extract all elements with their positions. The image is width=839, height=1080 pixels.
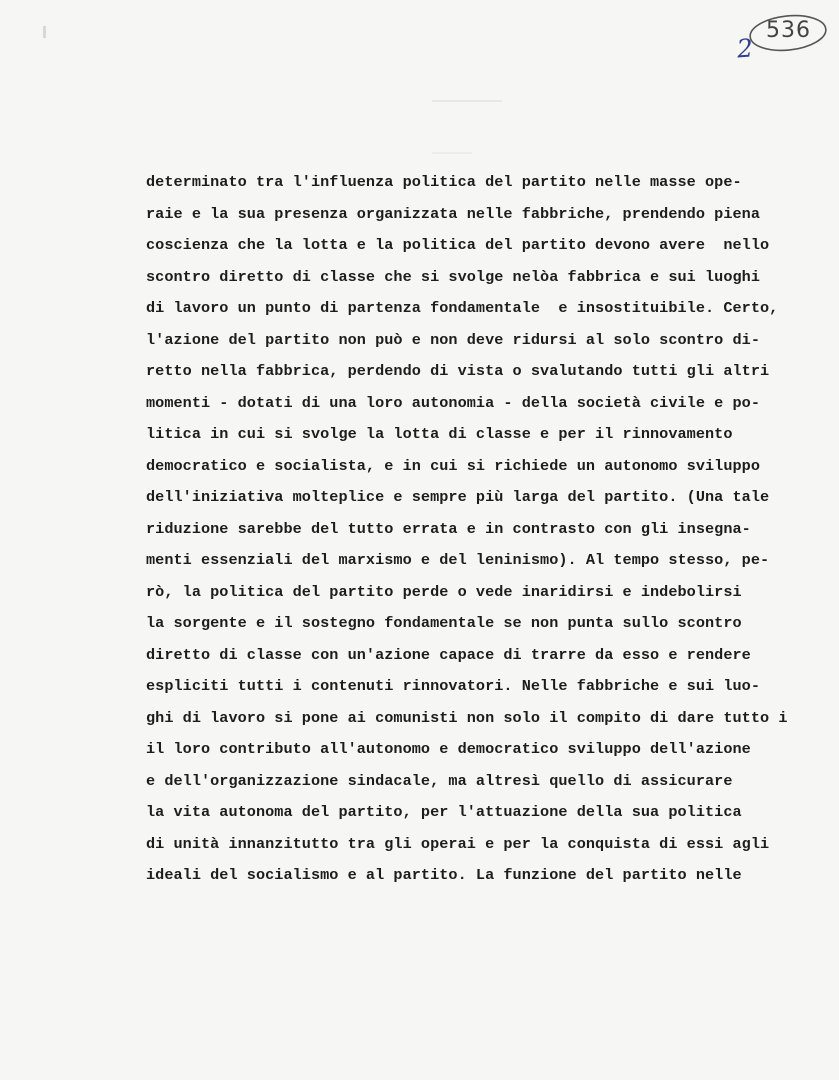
text-line: il loro contributo all'autonomo e democratico sviluppo dell'azione [146,740,751,758]
typewritten-body [146,170,836,895]
text-line: litica in cui si svolge la lotta di classe e per il rinnovamento [146,425,733,443]
text-line: ghi di lavoro si pone ai comunisti non solo il compito di dare tutto i [146,708,788,727]
text-line: l'azione del partito non può e non deve ridursi al solo scontro di- [146,330,760,349]
text-line: scontro diretto di classe che si svolge nelòa fabbrica e sui luoghi [146,267,760,286]
circled-page-number: 536 [766,18,811,43]
text-line: rò, la politica del partito perde o vede inaridirsi e indebolirsi [146,582,742,601]
text-line: di unità innanzitutto tra gli operai e per la conquista di essi agli [146,834,770,853]
text-line: democratico e socialista, e in cui si richiede un autonomo sviluppo [146,456,760,475]
bleed-through-mark [432,100,502,102]
text-line: espliciti tutti i contenuti rinnovatori. Nelle fabbriche e sui luo- [146,677,760,695]
text-line: di lavoro un punto di partenza fondamentale e insostituibile. Certo, [146,299,779,317]
margin-mark [43,26,46,38]
handwritten-page-number: 2 [736,33,754,64]
text-line: menti essenziali del marxismo e del leninismo). Al tempo stesso, pe- [146,551,770,569]
text-line: riduzione sarebbe del tutto errata e in contrasto con gli insegna- [146,519,751,538]
text-line: ideali del socialismo e al partito. La funzione del partito nelle [146,866,742,884]
text-line: momenti - dotati di una loro autonomia - della società civile e po- [146,393,760,412]
text-line: e dell'organizzazione sindacale, ma altresì quello di assicurare [146,771,733,790]
text-line: la sorgente e il sostegno fondamentale se non punta sullo scontro [146,614,742,632]
text-line: dell'iniziativa molteplice e sempre più larga del partito. (Una tale [146,488,770,506]
text-line: determinato tra l'influenza politica del partito nelle masse ope- [146,173,742,191]
text-line: raie e la sua presenza organizzata nelle fabbriche, prendendo piena [146,204,760,223]
bleed-through-mark [432,152,472,154]
text-line: retto nella fabbrica, perdendo di vista o svalutando tutti gli altri [146,362,770,380]
text-line: la vita autonoma del partito, per l'attuazione della sua politica [146,803,742,821]
text-line: diretto di classe con un'azione capace di trarre da esso e rendere [146,645,751,664]
text-line: coscienza che la lotta e la politica del partito devono avere nello [146,236,770,254]
